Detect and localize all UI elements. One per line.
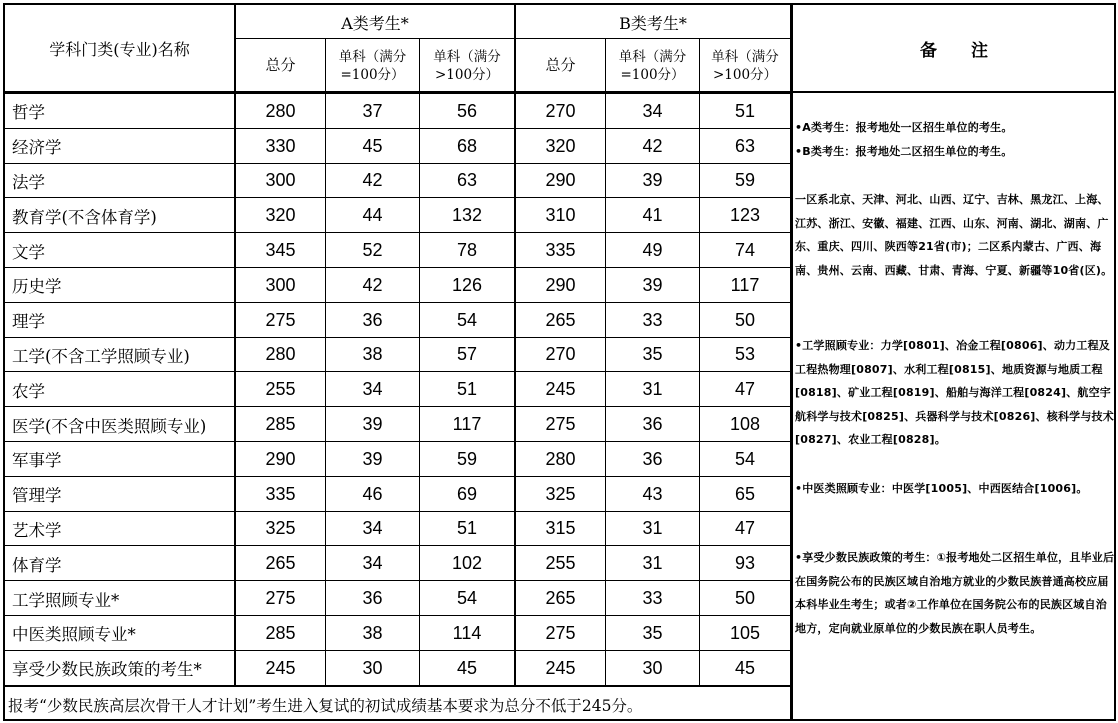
row-subject-label: 经济学 <box>12 138 62 158</box>
score-cell-b-total: 275 <box>545 414 576 435</box>
note-tcm-majors: •中医类照顾专业：中医学[1005]、中西医结合[1006]。 <box>795 482 1088 495</box>
score-cell-a-total: 290 <box>265 448 296 469</box>
score-cell-a-sgt: 63 <box>456 170 478 191</box>
b-total-header: 总分 <box>545 56 576 74</box>
footer-note: 报考“少数民族高层次骨干人才计划”考生进入复试的初试成绩基本要求为总分不低于245分。 <box>8 696 643 715</box>
score-cell-b-total: 245 <box>545 657 576 678</box>
score-cell-a-total: 245 <box>265 657 296 678</box>
score-cell-a-total: 345 <box>265 240 296 261</box>
row-subject-label: 教育学(不含体育学) <box>12 207 157 227</box>
score-cell-a-sgt: 132 <box>451 205 483 226</box>
score-cell-b-s100: 39 <box>642 274 663 295</box>
score-cell-a-sgt: 59 <box>456 448 478 469</box>
score-cell-a-s100: 38 <box>362 622 383 643</box>
score-cell-b-sgt: 59 <box>734 170 756 191</box>
score-cell-b-sgt: 123 <box>729 205 761 226</box>
score-cell-b-total: 270 <box>545 344 576 365</box>
score-cell-a-s100: 36 <box>362 309 383 330</box>
row-subject-label: 医学(不含中医类照顾专业) <box>12 416 207 436</box>
score-cell-a-total: 280 <box>265 100 296 121</box>
score-cell-a-total: 265 <box>265 553 296 574</box>
row-subject-label: 中医类照顾专业* <box>12 625 136 645</box>
score-cell-b-sgt: 74 <box>734 240 756 261</box>
score-cell-b-total: 290 <box>545 274 576 295</box>
score-cell-b-sgt: 65 <box>734 483 756 504</box>
row-subject-label: 理学 <box>12 312 45 332</box>
score-cell-b-sgt: 50 <box>734 588 756 609</box>
note-minority-policy: •享受少数民族政策的考生：①报考地处二区招生单位，且毕业后在国务院公布的民族区域自治地方就业的少数民族普通高校应届本科毕业生考生；或者②工作单位在国务院公布的民族区域自治地方，定向就业原单位的少数民族在职人员考生。 <box>795 551 1115 635</box>
score-cell-a-total: 325 <box>265 518 296 539</box>
row-subject-label: 工学照顾专业* <box>12 590 120 610</box>
row-subject-label: 法学 <box>12 172 45 192</box>
score-cell-a-total: 320 <box>265 205 296 226</box>
score-cell-b-s100: 31 <box>642 379 663 400</box>
score-cell-b-total: 275 <box>545 622 576 643</box>
score-cell-a-s100: 34 <box>362 379 383 400</box>
score-cell-b-s100: 30 <box>642 657 663 678</box>
remarks-panel <box>793 94 1115 712</box>
row-subject-label: 文学 <box>12 242 45 262</box>
score-cell-a-sgt: 56 <box>456 100 478 121</box>
score-cell-b-total: 245 <box>545 379 576 400</box>
score-cell-a-total: 285 <box>265 414 296 435</box>
score-cell-b-s100: 49 <box>642 240 663 261</box>
score-cell-b-total: 320 <box>545 135 576 156</box>
score-cell-a-sgt: 126 <box>451 274 483 295</box>
score-cell-b-total: 265 <box>545 309 576 330</box>
score-cell-b-sgt: 105 <box>729 622 761 643</box>
score-cell-a-sgt: 78 <box>456 240 478 261</box>
score-cell-b-s100: 31 <box>642 553 663 574</box>
score-cell-b-total: 290 <box>545 170 576 191</box>
score-cell-a-s100: 46 <box>362 483 383 504</box>
score-cell-b-total: 335 <box>545 240 576 261</box>
row-subject-label: 哲学 <box>12 103 45 123</box>
row-subject-label: 军事学 <box>12 451 62 471</box>
score-cell-a-s100: 45 <box>362 135 383 156</box>
a-single-100-header: 单科（满分=100分） <box>338 48 407 83</box>
row-subject-label: 工学(不含工学照顾专业) <box>12 346 190 366</box>
a-total-header: 总分 <box>265 56 296 74</box>
score-cell-b-s100: 35 <box>642 344 663 365</box>
score-cell-a-sgt: 114 <box>452 622 482 643</box>
score-cell-b-s100: 34 <box>642 100 663 121</box>
note-regions: 一区系北京、天津、河北、山西、辽宁、吉林、黑龙江、上海、江苏、浙江、安徽、福建、江西、山东、河南、湖北、湖南、广东、重庆、四川、陕西等21省(市)；二区系内蒙古、广西、海南、贵州、云南、西藏、甘肃、青海、宁夏、新疆等10省(区)。 <box>795 193 1113 277</box>
score-cell-a-sgt: 45 <box>456 657 478 678</box>
score-cell-a-s100: 30 <box>362 657 383 678</box>
score-cell-a-s100: 42 <box>362 170 383 191</box>
score-cell-b-total: 310 <box>545 205 576 226</box>
row-subject-label: 农学 <box>12 381 45 401</box>
note-engineering-majors: •工学照顾专业：力学[0801]、冶金工程[0806]、动力工程及工程热物理[0807]、水利工程[0815]、地质资源与地质工程[0818]、矿业工程[0819]、船舶与海洋工程[0824]、航空宇航科学与技术[0825]、兵器科学与技术[0826]、核科学与技术[0827]、农业工程[0828]。 <box>795 339 1114 446</box>
subject-column-header: 学科门类(专业)名称 <box>49 39 190 59</box>
row-subject-label: 享受少数民族政策的考生* <box>12 660 202 680</box>
score-cell-b-s100: 33 <box>642 588 663 609</box>
score-cell-a-sgt: 51 <box>456 379 478 400</box>
row-subject-label: 体育学 <box>12 555 62 575</box>
score-cell-a-s100: 39 <box>362 414 383 435</box>
score-cell-b-sgt: 54 <box>734 448 756 469</box>
score-cell-b-s100: 43 <box>642 483 663 504</box>
a-single-gt100-header: 单科（满分>100分） <box>433 48 501 83</box>
note-a-candidate: •A类考生：报考地处一区招生单位的考生。 <box>795 121 1013 134</box>
score-cell-b-s100: 39 <box>642 170 663 191</box>
score-cell-a-s100: 34 <box>362 553 383 574</box>
score-cell-a-sgt: 57 <box>456 344 478 365</box>
score-cell-a-s100: 38 <box>362 344 383 365</box>
b-single-100-header: 单科（满分=100分） <box>618 48 687 83</box>
score-cell-b-total: 255 <box>545 553 576 574</box>
score-cell-a-s100: 34 <box>362 518 383 539</box>
score-cell-b-sgt: 45 <box>734 657 756 678</box>
score-cell-a-sgt: 54 <box>456 309 478 330</box>
score-cell-b-s100: 31 <box>642 518 663 539</box>
row-subject-label: 管理学 <box>12 486 62 506</box>
score-cell-a-total: 335 <box>265 483 296 504</box>
score-cell-b-sgt: 50 <box>734 309 756 330</box>
score-cell-a-s100: 42 <box>362 274 383 295</box>
score-cell-a-s100: 39 <box>362 448 383 469</box>
score-cell-a-total: 275 <box>265 588 296 609</box>
row-subject-label: 艺术学 <box>12 520 62 540</box>
score-cell-a-total: 285 <box>265 622 296 643</box>
score-cell-b-s100: 36 <box>642 414 663 435</box>
score-cell-a-total: 280 <box>265 344 296 365</box>
group-b-header: B类考生* <box>619 13 687 33</box>
row-subject-label: 历史学 <box>12 277 62 297</box>
score-cell-a-sgt: 54 <box>456 588 478 609</box>
score-cell-a-total: 300 <box>265 274 296 295</box>
score-cell-b-sgt: 53 <box>734 344 756 365</box>
score-cell-b-total: 325 <box>545 483 576 504</box>
score-cell-b-s100: 42 <box>642 135 663 156</box>
score-cell-b-sgt: 63 <box>734 135 756 156</box>
grid-line <box>791 91 1116 93</box>
b-single-gt100-header: 单科（满分>100分） <box>711 48 779 83</box>
score-cell-a-s100: 36 <box>362 588 383 609</box>
score-cell-a-sgt: 68 <box>456 135 478 156</box>
score-cell-a-sgt: 69 <box>456 483 478 504</box>
score-cell-a-s100: 44 <box>362 205 383 226</box>
score-cell-a-s100: 52 <box>362 240 383 261</box>
score-cell-b-total: 270 <box>545 100 576 121</box>
score-cell-a-total: 275 <box>265 309 296 330</box>
score-cell-a-sgt: 102 <box>451 553 483 574</box>
score-cell-b-total: 280 <box>545 448 576 469</box>
score-cell-b-s100: 41 <box>642 205 663 226</box>
score-cell-a-s100: 37 <box>362 100 383 121</box>
score-cell-a-total: 255 <box>265 379 296 400</box>
score-cell-a-sgt: 51 <box>456 518 478 539</box>
score-cell-b-total: 265 <box>545 588 576 609</box>
score-cell-b-sgt: 47 <box>734 518 756 539</box>
score-cell-b-total: 315 <box>545 518 576 539</box>
group-a-header: A类考生* <box>341 13 409 33</box>
note-b-candidate: •B类考生：报考地处二区招生单位的考生。 <box>795 145 1013 158</box>
score-cell-b-sgt: 47 <box>734 379 756 400</box>
remarks-header: 备 注 <box>920 40 988 61</box>
score-cell-b-sgt: 117 <box>730 274 760 295</box>
score-cell-a-sgt: 117 <box>452 414 482 435</box>
score-cell-b-s100: 35 <box>642 622 663 643</box>
score-cell-b-sgt: 93 <box>734 553 756 574</box>
score-cell-b-s100: 36 <box>642 448 663 469</box>
score-cell-a-total: 330 <box>265 135 296 156</box>
score-cell-b-sgt: 51 <box>734 100 756 121</box>
score-cell-b-s100: 33 <box>642 309 663 330</box>
score-cell-a-total: 300 <box>265 170 296 191</box>
score-cell-b-sgt: 108 <box>729 414 761 435</box>
